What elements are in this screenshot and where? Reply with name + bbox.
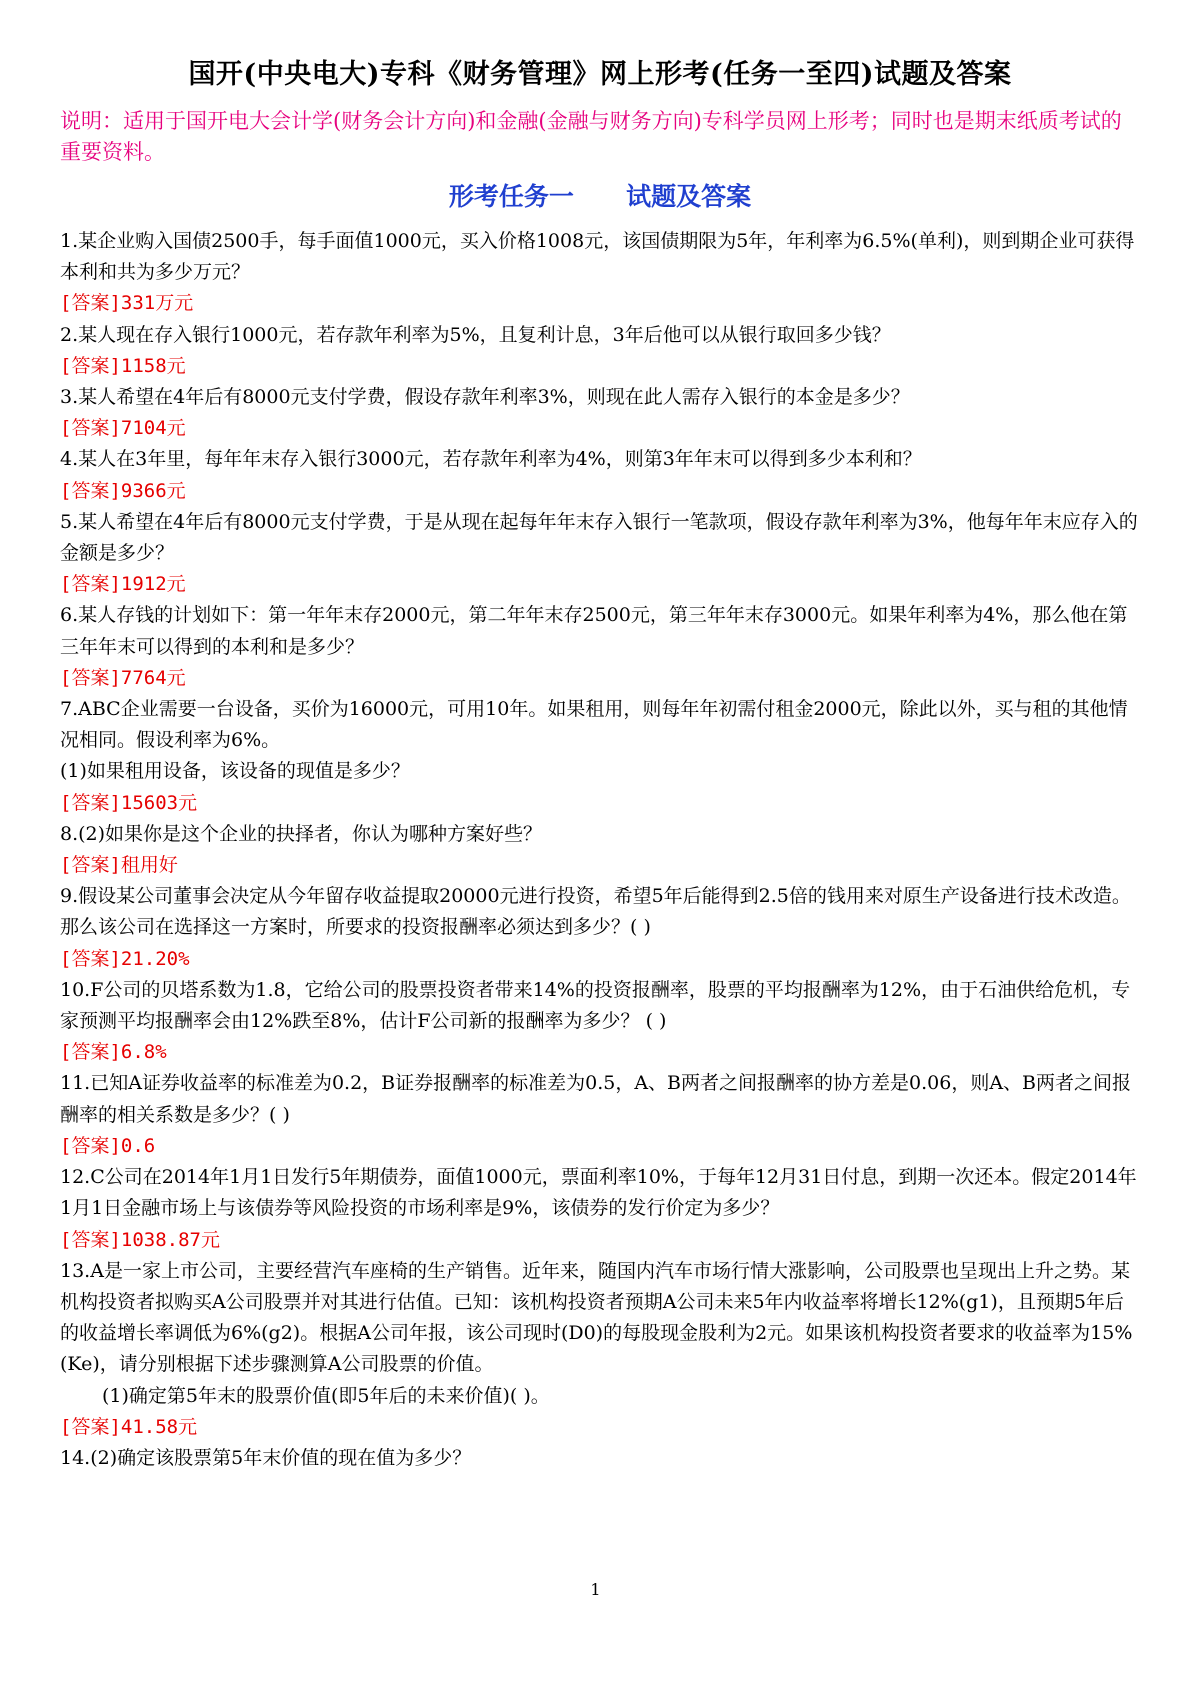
question-item xyxy=(60,382,1140,444)
document-title: 国开(中央电大)专科《财务管理》网上形考(任务一至四)试题及答案 xyxy=(188,59,1012,90)
question-text: 11.已知A证券收益率的标准差为0.2，B证券报酬率的标准差为0.5，A、B两者之间报酬率的协方差是0.06，则A、B两者之间报酬率的相关系数是多少？( ) xyxy=(60,1072,1132,1126)
question-text: 3.某人希望在4年后有8000元支付学费，假设存款年利率3%，则现在此人需存入银行的本金是多少？ xyxy=(60,386,910,409)
answer-text: [答案]0.6 xyxy=(60,1134,156,1157)
question-item xyxy=(60,1162,1140,1256)
answer-text: [答案]7764元 xyxy=(60,666,186,689)
question-item xyxy=(60,975,1140,1069)
question-item xyxy=(60,600,1140,694)
answer-text: [答案]1912元 xyxy=(60,573,186,596)
section-subtitle: 形考任务一 试题及答案 xyxy=(448,182,752,211)
answer-text: [答案]7104元 xyxy=(60,417,186,440)
answer-text: [答案]15603元 xyxy=(60,791,198,814)
question-text: 14.(2)确定该股票第5年末价值的现在值为多少？ xyxy=(60,1446,472,1469)
question-text: 10.F公司的贝塔系数为1.8，它给公司的股票投资者带来14%的投资报酬率，股票的平均报酬率为12%，由于石油供给危机，专家预测平均报酬率会由12%跌至8%，估计F公司新的报酬率为多少？ ( ) xyxy=(60,978,1131,1033)
question-text: 7.ABC企业需要一台设备，买价为16000元，可用10年。如果租用，则每年年初需付租金2000元，除此以外，买与租的其他情况相同。假设利率为6%。 xyxy=(60,698,1128,752)
question-text: 4.某人在3年里，每年年末存入银行3000元，若存款年利率为4%，则第3年年末可以得到多少本利和？ xyxy=(60,448,922,471)
question-item xyxy=(60,881,1140,975)
document-page xyxy=(60,58,1140,1474)
question-text: 9.假设某公司董事会决定从今年留存收益提取20000元进行投资，希望5年后能得到2.5倍的钱用来对原生产设备进行技术改造。那么该公司在选择这一方案时，所要求的投资报酬率必须达到多少？( ) xyxy=(60,885,1131,939)
answer-text: [答案]9366元 xyxy=(60,479,186,502)
question-item xyxy=(60,507,1140,601)
answer-text: [答案]6.8% xyxy=(60,1041,167,1064)
page-number: 1 xyxy=(590,1580,601,1599)
answer-text: [答案]租用好 xyxy=(60,854,178,877)
question-subtext: (1)如果租用设备，该设备的现值是多少？ xyxy=(60,760,410,783)
question-text: 13.A是一家上市公司，主要经营汽车座椅的生产销售。近年来，随国内汽车市场行情大涨影响，公司股票也呈现出上升之势。某机构投资者拟购买A公司股票并对其进行估值。已知：该机构投资者预期A公司未来5年内收益率将增长12%(g1)，且预期5年后的收益增长率调低为6%(g2)。根据A公司年报，该公司现时(D0)的每股现金股利为2元。如果该机构投资者要求的收益率为15%(Ke)，请分别根据下述步骤测算A公司股票的价值。 xyxy=(60,1259,1133,1376)
question-item xyxy=(60,1256,1140,1443)
question-text: 5.某人希望在4年后有8000元支付学费，于是从现在起每年年末存入银行一笔款项，假设存款年利率为3%，他每年年末应存入的金额是多少？ xyxy=(60,510,1138,565)
question-item xyxy=(60,444,1140,506)
question-text: 1.某企业购入国债2500手，每手面值1000元，买入价格1008元，该国债期限为5年，年利率为6.5%(单利)，则到期企业可获得本利和共为多少万元？ xyxy=(60,230,1135,284)
answer-text: [答案]21.20% xyxy=(60,947,190,970)
question-item xyxy=(60,320,1140,382)
question-text: 8.(2)如果你是这个企业的抉择者，你认为哪种方案好些？ xyxy=(60,822,543,845)
question-item xyxy=(60,1443,1140,1474)
answer-text: [答案]1038.87元 xyxy=(60,1228,220,1251)
question-text: 12.C公司在2014年1月1日发行5年期债券，面值1000元，票面利率10%，于每年12月31日付息，到期一次还本。假定2014年1月1日金融市场上与该债券等风险投资的市场利率是9%，该债券的发行价定为多少？ xyxy=(60,1166,1137,1220)
question-text: 2.某人现在存入银行1000元，若存款年利率为5%，且复利计息，3年后他可以从银行取回多少钱？ xyxy=(60,323,891,346)
question-item xyxy=(60,1068,1140,1162)
answer-text: [答案]41.58元 xyxy=(60,1415,198,1438)
answer-text: [答案]1158元 xyxy=(60,354,186,377)
document-note: 说明：适用于国开电大会计学(财务会计方向)和金融(金融与财务方向)专科学员网上形考；同时也是期末纸质考试的重要资料。 xyxy=(60,109,1122,164)
question-list xyxy=(60,226,1140,1474)
question-item xyxy=(60,226,1140,320)
question-item xyxy=(60,819,1140,881)
question-subtext: (1)确定第5年末的股票价值(即5年后的未来价值)( )。 xyxy=(102,1384,550,1407)
answer-text: [答案]331万元 xyxy=(60,292,194,315)
question-item xyxy=(60,694,1140,819)
question-text: 6.某人存钱的计划如下：第一年年末存2000元，第二年年末存2500元，第三年年末存3000元。如果年利率为4%，那么他在第三年年末可以得到的本利和是多少？ xyxy=(60,604,1128,658)
